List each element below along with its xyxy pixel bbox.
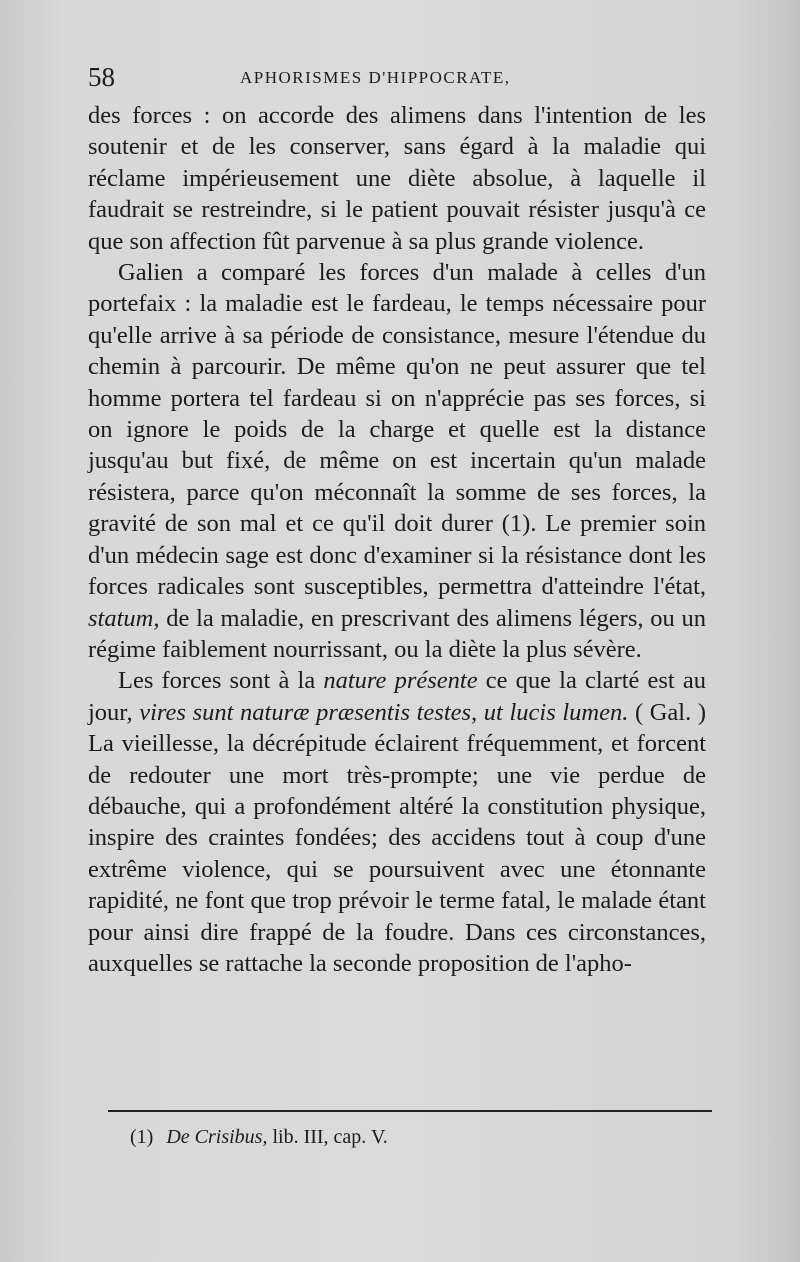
- body-text: [88, 100, 706, 979]
- running-head: APHORISMES D'HIPPOCRATE,: [240, 68, 511, 87]
- paragraph-2-text-b: de la maladie, en prescrivant des alimens légers, ou un régime faiblement nourrissant, ou la diète la plus sévère.: [88, 604, 706, 663]
- footnote-reference: lib. III, cap. V.: [272, 1126, 388, 1148]
- paragraph-3: [88, 665, 706, 979]
- paragraph-3-italic-a: nature présente: [323, 667, 478, 695]
- paragraph-2: [88, 257, 706, 665]
- paragraph-2-italic: statum,: [88, 604, 160, 632]
- paragraph-2-text-a: Galien a comparé les forces d'un malade à celles d'un portefaix : la maladie est le fardeau, le temps nécessaire pour qu'elle arrive à sa période de consistance, mesure l'étendue du chemin à parcourir. De même qu'on ne peut assurer que tel homme portera tel fardeau si on n'apprécie pas ses forces, si on ignore le poids de la charge et quelle est la distance jusqu'au but fixé, de même on est incertain qu'un malade résistera, parce qu'on méconnaît la somme de ses forces, la gravité de son mal et ce qu'il doit durer (1). Le premier soin d'un médecin sage est donc d'examiner si la résistance dont les forces radicales sont susceptibles, permettra d'atteindre l'état,: [88, 259, 706, 601]
- footnote-source: De Crisibus,: [166, 1126, 268, 1148]
- footnote-marker: (1): [130, 1126, 154, 1148]
- paragraph-1: des forces : on accorde des alimens dans l'intention de les soutenir et de les conserver, sans égard à la maladie qui réclame impérieusement une diète absolue, à laquelle il faudrait se restreindre, si le patient pouvait résister jusqu'à ce que son affection fût parvenue à sa plus grande violence.: [88, 102, 706, 255]
- page-number: 58: [88, 62, 115, 92]
- paragraph-3-italic-b: vires sunt naturæ præsentis testes, ut lucis lumen.: [139, 698, 629, 726]
- paragraph-3-text-a: Les forces sont à la: [118, 667, 316, 695]
- paragraph-3-text-b: ce que la clarté est au jour,: [88, 667, 707, 726]
- footnote-rule: [108, 1110, 712, 1112]
- footnote: [130, 1126, 388, 1149]
- paragraph-3-text-c: ( Gal. ) La vieillesse, la décrépitude éclairent fréquemment, et forcent de redouter une mort très-prompte; une vie perdue de débauche, qui a profondément altéré la constitution physique, inspire des craintes fondées; des accidens tout à coup d'une extrême violence, qui se poursuivent avec une étonnante rapidité, ne font que trop prévoir le terme fatal, le malade étant pour ainsi dire frappé de la foudre. Dans ces circonstances, auxquelles se rattache la seconde proposition de l'apho-: [88, 698, 707, 977]
- page-header: [88, 62, 708, 102]
